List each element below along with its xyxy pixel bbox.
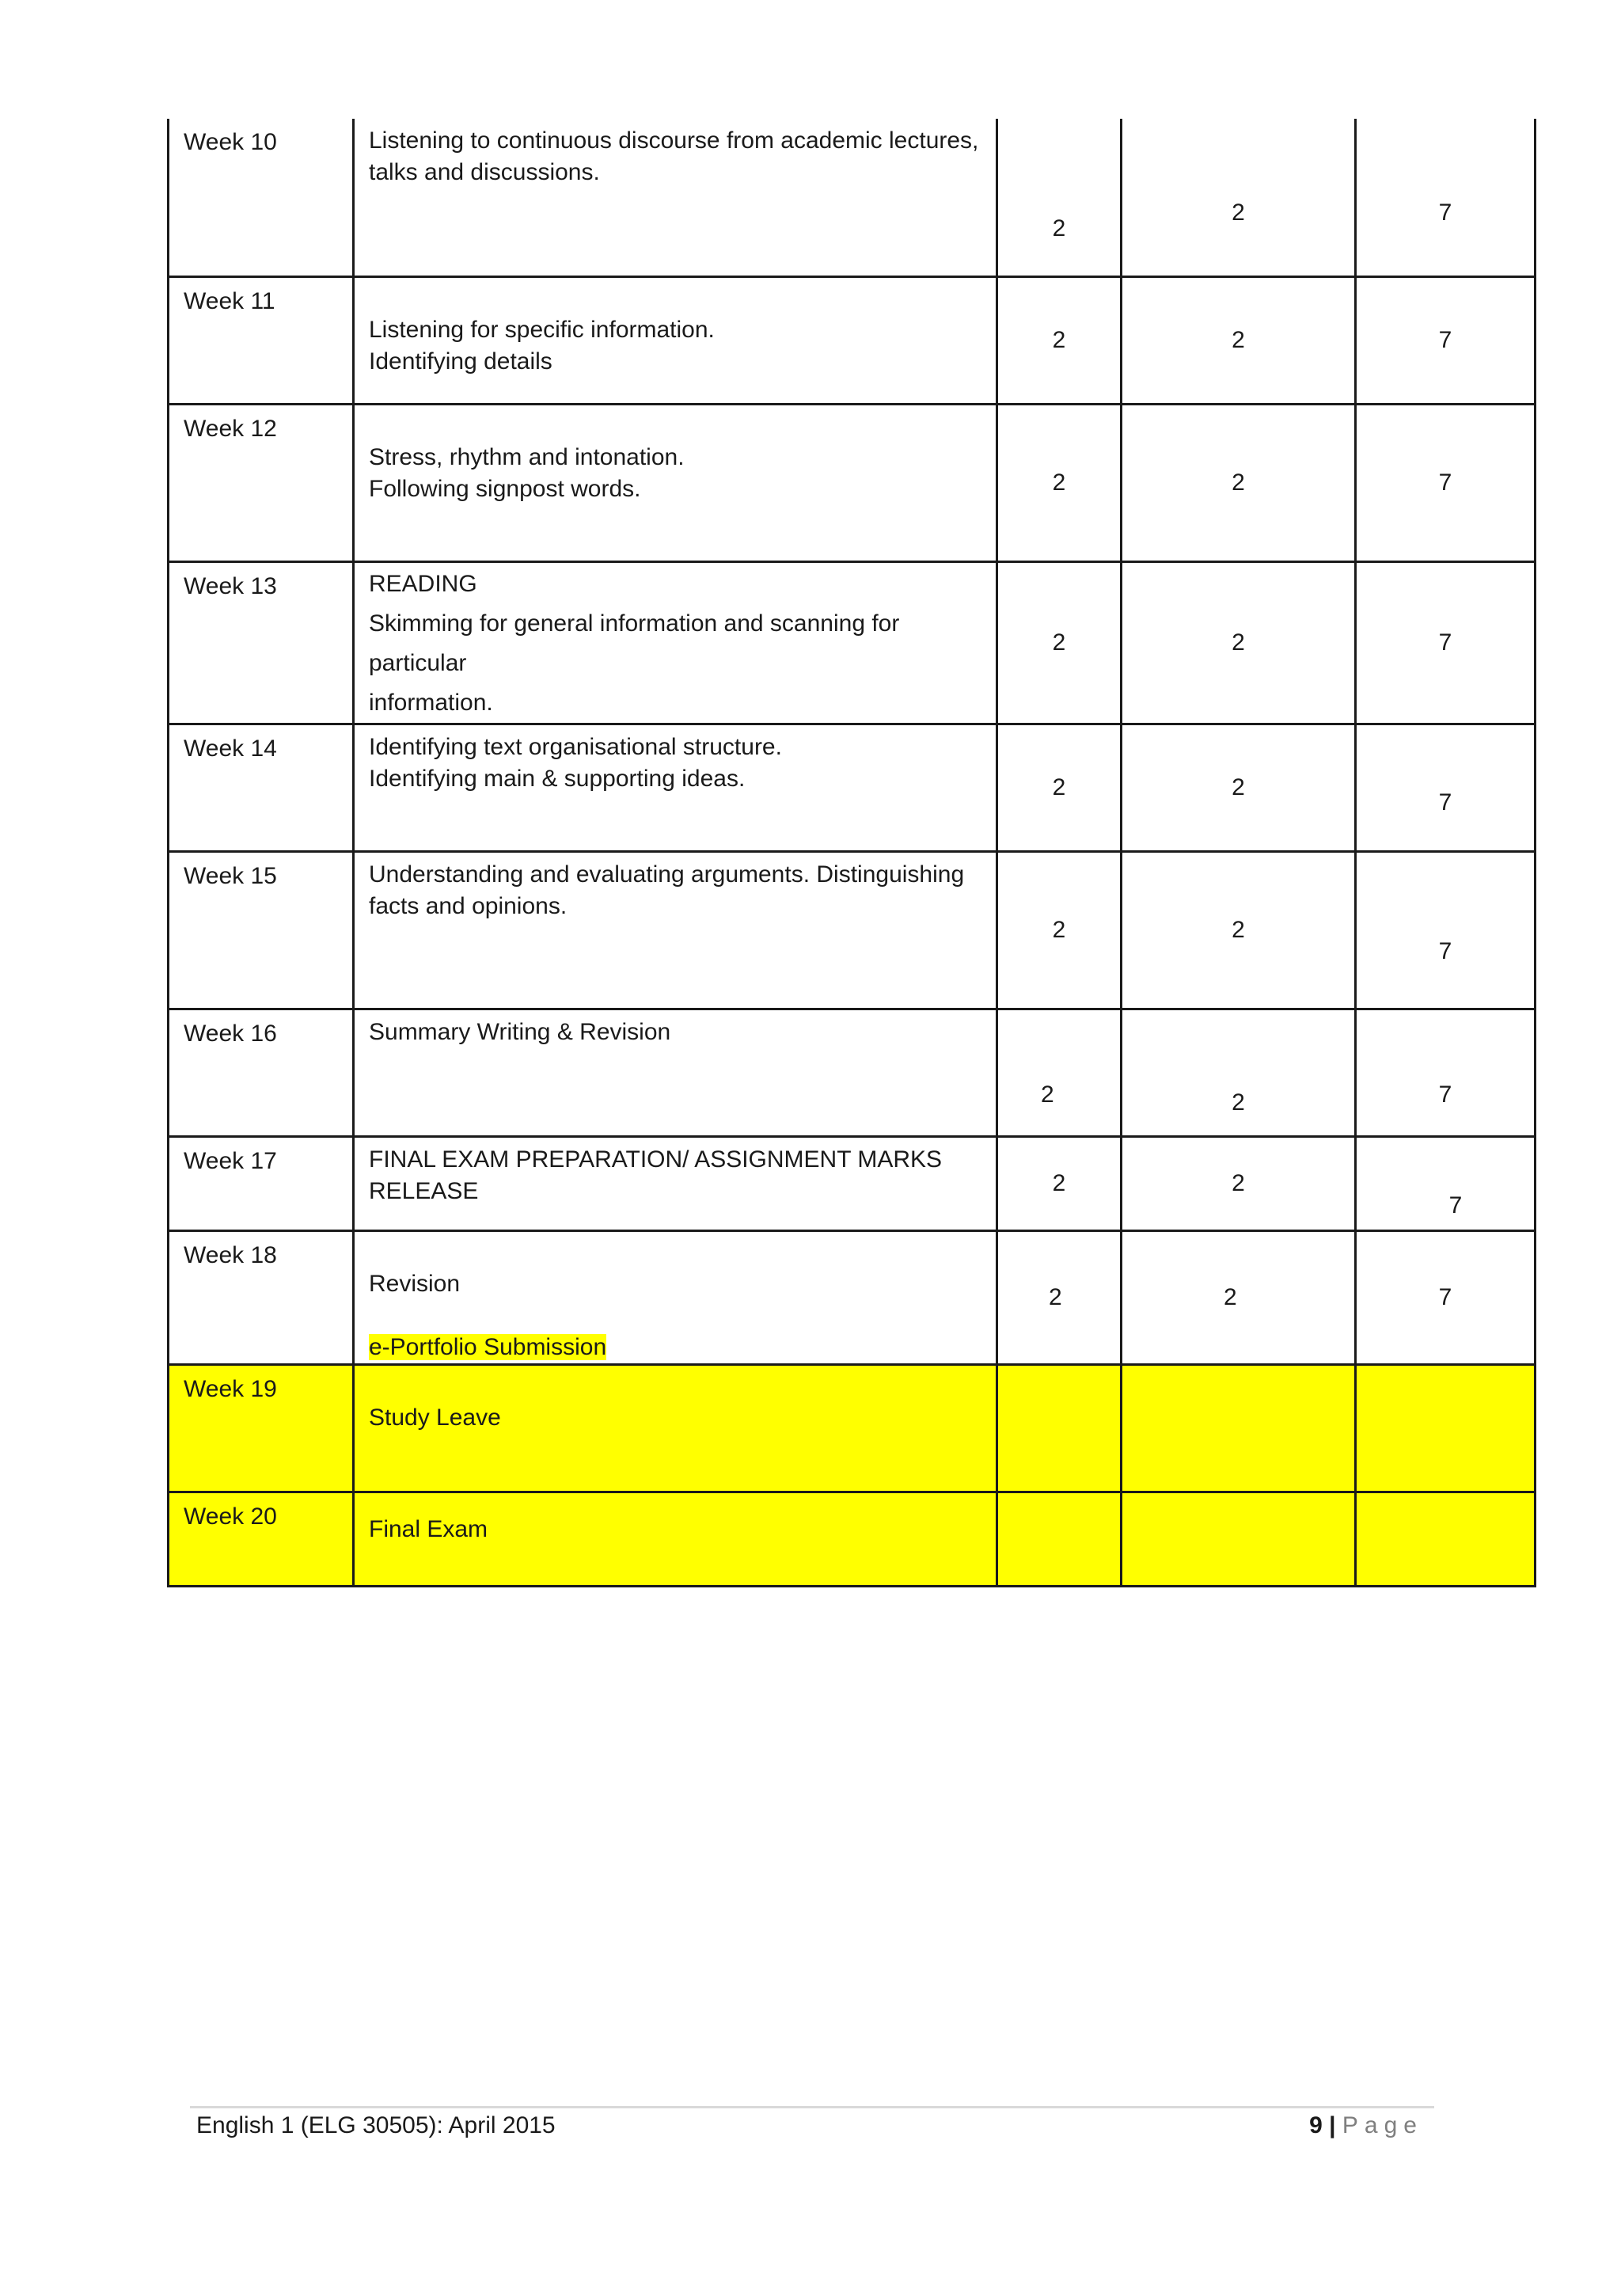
week-cell: Week 13 (169, 561, 354, 724)
topic-line (369, 1332, 981, 1363)
hours-cell: 7 (1356, 724, 1536, 851)
hours-cell: 7 (1356, 561, 1536, 724)
topic-line: Stress, rhythm and intonation. (369, 443, 685, 470)
table-row (169, 1230, 1536, 1364)
topic-line: Skimming for general information and scanning for particular (369, 610, 900, 676)
topic-cell (354, 1009, 997, 1136)
topic-cell (354, 1136, 997, 1230)
hours-cell: 2 (997, 1136, 1122, 1230)
topic-cell (354, 1230, 997, 1364)
hours-cell (1356, 1492, 1536, 1586)
page-label: Page (1342, 2112, 1423, 2138)
hours-cell: 2 (997, 404, 1122, 561)
table-row (169, 276, 1536, 404)
week-cell: Week 14 (169, 724, 354, 851)
topic-line: Revision (369, 1270, 461, 1297)
week-cell: Week 19 (169, 1364, 354, 1492)
week-cell: Week 12 (169, 404, 354, 561)
table-row (169, 724, 1536, 851)
hours-cell (1356, 1364, 1536, 1492)
week-cell: Week 10 (169, 119, 354, 276)
topic-line: FINAL EXAM PREPARATION/ ASSIGNMENT MARKS (369, 1146, 943, 1173)
topic-line: talks and discussions. (369, 159, 600, 185)
hours-cell: 2 (997, 1009, 1122, 1136)
hours-cell: 2 (1122, 404, 1356, 561)
topic-line: Summary Writing & Revision (369, 1018, 671, 1045)
hours-cell: 2 (997, 851, 1122, 1009)
topic-line: Following signpost words. (369, 475, 641, 502)
topic-line: Identifying main & supporting ideas. (369, 765, 746, 792)
weekly-schedule-table (167, 119, 1536, 1587)
highlighted-text: e-Portfolio Submission (369, 1333, 607, 1360)
topic-line: Identifying details (369, 348, 552, 374)
footer-page-number (1309, 2112, 1423, 2139)
hours-cell: 2 (1122, 561, 1356, 724)
hours-cell: 7 (1356, 1009, 1536, 1136)
page-separator: | (1329, 2112, 1336, 2138)
hours-cell: 2 (1122, 1230, 1356, 1364)
week-cell: Week 15 (169, 851, 354, 1009)
hours-cell: 2 (997, 276, 1122, 404)
table-row (169, 1136, 1536, 1230)
topic-cell (354, 561, 997, 724)
table-row (169, 1364, 1536, 1492)
table-row (169, 404, 1536, 561)
week-cell: Week 16 (169, 1009, 354, 1136)
hours-cell: 2 (1122, 724, 1356, 851)
hours-cell: 7 (1356, 1136, 1536, 1230)
week-cell: Week 11 (169, 276, 354, 404)
topic-line: Listening for specific information. (369, 316, 715, 343)
hours-cell (997, 1492, 1122, 1586)
footer-course-title: English 1 (ELG 30505): April 2015 (196, 2112, 556, 2138)
table-row (169, 119, 1536, 276)
topic-line: Identifying text organisational structure. (369, 733, 782, 760)
hours-cell: 2 (1122, 1009, 1356, 1136)
table-row (169, 1009, 1536, 1136)
topic-line: RELEASE (369, 1177, 479, 1204)
table-row (169, 1492, 1536, 1586)
footer-divider (190, 2106, 1434, 2108)
hours-cell: 2 (1122, 119, 1356, 276)
topic-cell (354, 276, 997, 404)
hours-cell (1122, 1364, 1356, 1492)
hours-cell: 2 (997, 724, 1122, 851)
hours-cell (1122, 1492, 1356, 1586)
hours-cell (997, 1364, 1122, 1492)
hours-cell: 2 (1122, 851, 1356, 1009)
table-row (169, 851, 1536, 1009)
hours-cell: 7 (1356, 1230, 1536, 1364)
topic-line: Understanding and evaluating arguments. Distinguishing (369, 861, 965, 888)
week-cell: Week 17 (169, 1136, 354, 1230)
topic-cell (354, 1492, 997, 1586)
topic-cell (354, 404, 997, 561)
hours-cell: 7 (1356, 851, 1536, 1009)
hours-cell: 2 (1122, 1136, 1356, 1230)
topic-cell (354, 724, 997, 851)
topic-cell (354, 1364, 997, 1492)
hours-cell: 2 (997, 561, 1122, 724)
topic-cell (354, 119, 997, 276)
topic-line: Listening to continuous discourse from academic lectures, (369, 127, 979, 154)
topic-cell (354, 851, 997, 1009)
page-number: 9 (1309, 2112, 1323, 2138)
topic-line: READING (369, 570, 477, 597)
hours-cell: 7 (1356, 119, 1536, 276)
hours-cell: 7 (1356, 404, 1536, 561)
hours-cell: 2 (997, 1230, 1122, 1364)
week-cell: Week 18 (169, 1230, 354, 1364)
topic-line: information. (369, 689, 493, 716)
hours-cell: 7 (1356, 276, 1536, 404)
hours-cell: 2 (997, 119, 1122, 276)
topic-line: facts and opinions. (369, 892, 568, 919)
table-row (169, 561, 1536, 724)
topic-line: Final Exam (369, 1515, 488, 1542)
topic-line: Study Leave (369, 1404, 501, 1431)
hours-cell: 2 (1122, 276, 1356, 404)
week-cell: Week 20 (169, 1492, 354, 1586)
